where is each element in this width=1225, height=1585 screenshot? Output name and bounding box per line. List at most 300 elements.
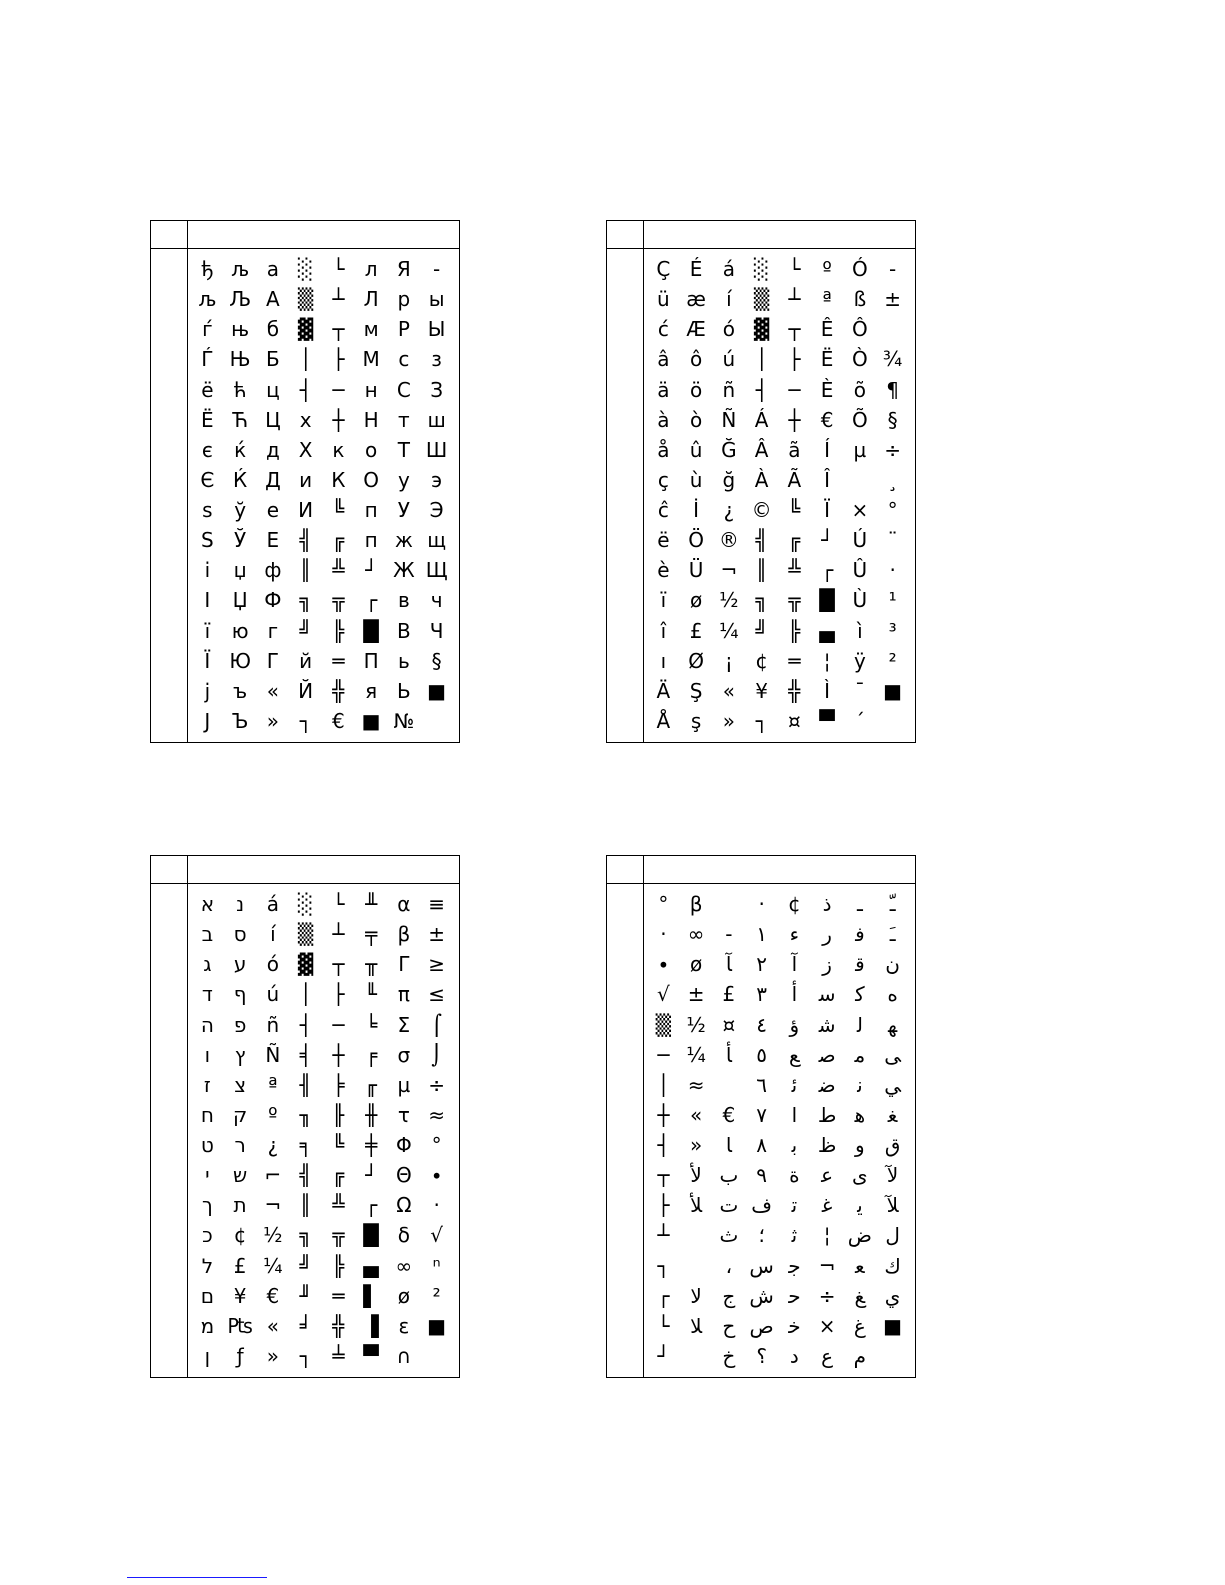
char-cell: Ω	[396, 1193, 412, 1218]
char-cell: Ь	[397, 678, 411, 703]
char-cell: ٧	[756, 1102, 767, 1127]
char-cell: ﺋ	[791, 1072, 798, 1097]
char-cell: Ѕ	[201, 528, 214, 553]
char-cell: ╝	[299, 618, 312, 643]
char-cell: з	[431, 347, 442, 372]
char-cell: ÷	[884, 437, 901, 462]
char-cell: ▒	[297, 287, 314, 312]
char-cell: ε	[398, 1313, 410, 1338]
char-cell: ▓	[297, 952, 314, 977]
char-cell: г	[267, 618, 279, 643]
char-cell: ╠	[332, 618, 345, 643]
char-cell: ן	[204, 1343, 211, 1368]
char-cell: צ	[234, 1072, 247, 1097]
char-cell: ╩	[332, 1193, 345, 1218]
char-cell: β	[397, 922, 411, 947]
char-cell: ﺱ	[749, 1253, 774, 1278]
char-cell: █	[363, 618, 379, 643]
char-cell: Ä	[656, 678, 671, 703]
char-cell: │	[299, 982, 312, 1007]
char-cell: ﺟ	[788, 1253, 801, 1278]
char-cell: ¥	[755, 678, 768, 703]
char-cell: ù	[689, 467, 703, 492]
char-cell: ╜	[299, 1283, 312, 1308]
char-cell: σ	[397, 1042, 411, 1067]
char-cell: ﺵ	[749, 1283, 774, 1308]
char-cell: ѕ	[202, 498, 213, 523]
char-cell: ﺯ	[822, 952, 832, 977]
char-cell: ┐	[657, 1253, 670, 1278]
char-cell	[680, 1341, 713, 1371]
table-row-header-divider	[187, 221, 188, 742]
char-cell: π	[397, 982, 410, 1007]
table-header-row	[607, 221, 915, 249]
char-cell: ץ	[234, 1042, 246, 1067]
char-cell: Ћ	[232, 407, 248, 432]
char-cell: ﺹ	[749, 1313, 774, 1338]
char-cell: └	[788, 257, 801, 282]
bottom-link-underline	[127, 1577, 267, 1578]
char-cell: н	[364, 377, 378, 402]
char-cell: П	[363, 648, 379, 673]
char-cell: ┤	[299, 1012, 312, 1037]
char-cell: ░	[297, 892, 314, 917]
char-cell: ▐	[363, 1313, 379, 1338]
char-cell: ╦	[332, 1223, 345, 1248]
char-cell: ١	[756, 922, 767, 947]
char-cell: ¤	[722, 1012, 736, 1037]
char-cell: ┐	[299, 1343, 312, 1368]
char-cell	[844, 465, 877, 495]
char-cell: ╗	[299, 588, 312, 613]
char-cell: ﺩ	[789, 1343, 799, 1368]
char-cell: ﻛ	[855, 982, 865, 1007]
code-page-table-hebrew	[150, 855, 460, 1378]
char-cell: ▀	[363, 1343, 379, 1368]
char-cell: ћ	[233, 377, 247, 402]
char-cell: ﻟ	[856, 1012, 863, 1037]
char-cell: ﻙ	[884, 1253, 901, 1278]
char-cell: ╔	[788, 528, 801, 553]
char-cell: ﺻ	[818, 1042, 836, 1067]
char-cell: р	[397, 287, 411, 312]
char-cell: ═	[332, 1283, 345, 1308]
char-cell	[876, 314, 909, 344]
char-cell: ∞	[395, 1253, 413, 1278]
char-cell: ה	[200, 1012, 214, 1037]
char-cell: ﻐ	[887, 1102, 898, 1127]
char-cell: ²	[432, 1283, 441, 1308]
char-cell: »	[266, 1343, 279, 1368]
char-cell: ╓	[365, 1072, 378, 1097]
char-cell: ј	[204, 678, 211, 703]
char-cell: у	[397, 467, 410, 492]
char-cell: ¡	[724, 648, 733, 673]
char-cell: ٣	[756, 982, 767, 1007]
char-cell: מ	[200, 1313, 215, 1338]
char-cell: ╩	[332, 558, 345, 583]
char-cell: ▓	[753, 317, 770, 342]
char-cell: Е	[266, 528, 280, 553]
char-cell: √	[657, 982, 670, 1007]
char-cell: е	[266, 498, 280, 523]
char-cell: А	[266, 287, 280, 312]
char-cell: Щ	[425, 558, 448, 583]
char-cell: ▒	[297, 922, 314, 947]
char-cell: М	[362, 347, 380, 372]
char-cell: ъ	[233, 678, 248, 703]
char-cell: ז	[203, 1072, 211, 1097]
char-cell: ¾	[882, 347, 903, 372]
char-cell: ĉ	[657, 498, 669, 523]
char-cell: ـ	[856, 892, 863, 917]
char-cell: ¨	[887, 528, 898, 553]
char-cell: Ќ	[233, 467, 248, 492]
char-cell: Л	[363, 287, 379, 312]
char-cell: א	[200, 892, 215, 917]
char-cell: ﻣ	[854, 1042, 866, 1067]
char-cell: ₧	[227, 1313, 253, 1338]
char-cell: И	[298, 498, 314, 523]
char-cell: ﺥ	[722, 1343, 736, 1368]
char-cell: ½	[719, 588, 739, 613]
char-cell: э	[431, 467, 443, 492]
char-cell: Ş	[689, 678, 703, 703]
char-cell: פ	[233, 1012, 247, 1037]
char-cell: ц	[266, 377, 280, 402]
char-cell: Ó	[852, 257, 868, 282]
char-cell: ﻊ	[789, 1042, 800, 1067]
char-cell: Џ	[232, 588, 248, 613]
char-cell: Ц	[265, 407, 281, 432]
char-cell: ó	[266, 952, 279, 977]
char-cell: ┼	[332, 407, 345, 432]
char-cell: в	[397, 588, 410, 613]
char-cell: ї	[204, 618, 211, 643]
char-cell: Õ	[852, 407, 868, 432]
char-cell: ﻳ	[857, 1193, 863, 1218]
char-cell: ¼	[686, 1042, 706, 1067]
char-cell: ®	[718, 528, 739, 553]
char-cell: ע	[233, 952, 247, 977]
char-cell: Ã	[787, 467, 802, 492]
char-cell: і	[204, 558, 211, 583]
char-cell: ٨	[756, 1133, 767, 1158]
char-cell: Т	[397, 437, 410, 462]
char-cell: ┘	[365, 1163, 378, 1188]
char-cell: Ñ	[265, 1042, 281, 1067]
char-cell: ﺗ	[791, 1193, 798, 1218]
char-cell: ─	[332, 1012, 345, 1037]
char-cell: ·	[660, 922, 667, 947]
char-cell: ş	[690, 708, 702, 733]
char-cell: ¼	[263, 1253, 283, 1278]
char-cell: Ü	[688, 558, 704, 583]
char-cell: ў	[234, 498, 247, 523]
char-cell: ╣	[299, 528, 312, 553]
char-cell: ╚	[788, 498, 801, 523]
char-cell: ח	[200, 1102, 214, 1127]
char-cell: с	[398, 347, 410, 372]
char-cell: љ	[198, 287, 217, 312]
char-cell: ┼	[657, 1102, 670, 1127]
char-cell: â	[657, 347, 670, 372]
char-cell: █	[363, 1223, 379, 1248]
char-cell: £	[233, 1253, 247, 1278]
char-cell: ≤	[428, 982, 445, 1007]
char-cell: ü	[657, 287, 670, 312]
char-cell: ¢	[755, 648, 768, 673]
char-cell: ■	[883, 1313, 903, 1338]
char-cell: İ	[693, 498, 700, 523]
char-cell: б	[266, 317, 280, 342]
char-cell: ם	[200, 1283, 215, 1308]
char-cell: Θ	[396, 1163, 412, 1188]
char-cell: ﻶ	[886, 1193, 899, 1218]
char-cell: ﻏ	[821, 1193, 833, 1218]
char-cell: о	[365, 437, 378, 462]
char-cell: °	[431, 1133, 442, 1158]
char-cell: ﺂ	[725, 952, 732, 977]
char-cell: ﻵ	[886, 1163, 899, 1188]
char-cell: Ш	[425, 437, 448, 462]
char-cell: €	[332, 708, 345, 733]
char-cell: À	[754, 467, 769, 492]
char-cell: ٩	[756, 1163, 767, 1188]
char-cell: ï	[660, 588, 667, 613]
char-cell: ╬	[332, 1313, 345, 1338]
char-cell: »	[722, 708, 735, 733]
char-cell: ç	[657, 467, 669, 492]
char-cell: כ	[202, 1223, 213, 1248]
char-cell: ┴	[332, 287, 345, 312]
char-cell: ║	[755, 558, 768, 583]
char-cell: ﻩ	[887, 982, 898, 1007]
char-cell: ф	[264, 558, 282, 583]
char-cell: ┴	[657, 1223, 670, 1248]
char-cell: »	[266, 708, 279, 733]
char-cell: ﻼ	[690, 1313, 703, 1338]
char-cell: К	[331, 467, 346, 492]
char-cell: ¸	[887, 467, 898, 492]
char-cell: ı	[660, 648, 667, 673]
char-cell: ª	[268, 1072, 278, 1097]
char-cell: ≈	[687, 1072, 705, 1097]
code-page-table-latin	[606, 220, 916, 743]
char-cell: ╟	[332, 1102, 345, 1127]
char-cell: х	[299, 407, 312, 432]
char-cell: ¹	[888, 588, 897, 613]
char-cell: ؟	[756, 1343, 767, 1368]
char-cell: Ñ	[721, 407, 737, 432]
char-cell: ﺄ	[725, 1042, 732, 1067]
char-cell: Å	[656, 708, 671, 733]
char-cell: -	[725, 922, 733, 947]
char-cell: ¬	[264, 1193, 282, 1218]
char-cell: £	[689, 618, 703, 643]
char-cell: ∙	[430, 1163, 443, 1188]
char-cell: ¿	[723, 498, 735, 523]
char-cell: ג	[203, 952, 212, 977]
char-cell: ל	[201, 1253, 214, 1278]
char-cell: ב	[201, 922, 214, 947]
char-cell: ö	[690, 377, 703, 402]
char-cell: י	[205, 1163, 210, 1188]
char-cell: µ	[853, 437, 867, 462]
char-cell: ▒	[655, 1012, 672, 1037]
char-cell: О	[363, 467, 379, 492]
char-cell: ╔	[332, 1163, 345, 1188]
char-cell: ·	[433, 1193, 440, 1218]
char-cell: ô	[690, 347, 703, 372]
char-cell: ש	[233, 1163, 248, 1188]
char-cell: ﻬ	[888, 1012, 898, 1037]
char-cell: ﺍ	[791, 1102, 798, 1127]
char-cell: ─	[332, 377, 345, 402]
char-cell: ┌	[657, 1283, 670, 1308]
char-cell: ═	[332, 648, 345, 673]
char-cell: ÷	[428, 1072, 445, 1097]
char-cell: ђ	[201, 257, 214, 282]
char-cell: ë	[657, 528, 670, 553]
char-cell: ь	[397, 648, 410, 673]
char-cell: ╖	[299, 1102, 312, 1127]
char-cell: µ	[397, 1072, 411, 1097]
character-grid	[647, 889, 909, 1371]
char-cell: и	[299, 467, 313, 492]
char-cell: ¬	[818, 1253, 836, 1278]
char-cell: ﻫ	[854, 1102, 866, 1127]
char-cell: ﻰ	[884, 1042, 901, 1067]
char-cell: ·	[758, 892, 765, 917]
char-cell: я	[365, 678, 378, 703]
char-cell: ─	[657, 1042, 670, 1067]
char-cell: «	[266, 678, 279, 703]
char-cell: ﻁ	[817, 1102, 837, 1127]
char-cell: Γ	[398, 952, 410, 977]
char-cell: ﻻ	[690, 1283, 702, 1308]
char-cell: т	[398, 407, 410, 432]
char-cell: æ	[686, 287, 706, 312]
char-cell: Ж	[393, 558, 415, 583]
char-cell: ╠	[332, 1253, 345, 1278]
char-cell: ┌	[365, 588, 378, 613]
char-cell: º	[822, 257, 832, 282]
char-cell: ò	[690, 407, 703, 432]
char-cell: ╥	[365, 952, 378, 977]
char-cell: Ì	[824, 678, 831, 703]
char-cell: Њ	[229, 347, 251, 372]
char-cell: ┘	[365, 558, 378, 583]
char-cell: ×	[818, 1313, 836, 1338]
char-cell: ├	[332, 347, 345, 372]
char-cell: Ѓ	[201, 347, 214, 372]
char-cell: Û	[852, 558, 868, 583]
char-cell: Б	[266, 347, 280, 372]
char-cell: ﻯ	[852, 1163, 868, 1188]
char-cell: ٥	[756, 1042, 767, 1067]
char-cell: Г	[266, 648, 279, 673]
char-cell: ﻓ	[855, 922, 865, 947]
char-cell	[680, 1220, 713, 1250]
char-cell: ß	[853, 287, 867, 312]
char-cell: ﺕ	[719, 1193, 739, 1218]
char-cell: Д	[265, 467, 281, 492]
char-cell: -	[889, 257, 897, 282]
char-cell: Í	[824, 437, 831, 462]
char-cell: ﺝ	[722, 1283, 736, 1308]
character-grid	[191, 889, 453, 1371]
char-cell: ╬	[788, 678, 801, 703]
char-cell	[680, 1251, 713, 1281]
char-cell: ¢	[788, 892, 801, 917]
char-cell: ─	[788, 377, 801, 402]
char-cell: ½	[263, 1223, 283, 1248]
char-cell: С	[396, 377, 411, 402]
char-cell: ć	[657, 317, 669, 342]
char-cell: ﺃ	[791, 982, 798, 1007]
char-cell: ш	[427, 407, 446, 432]
char-cell: ¼	[719, 618, 739, 643]
char-cell: ÷	[818, 1283, 836, 1308]
char-cell: Р	[397, 317, 410, 342]
char-cell: ´	[854, 708, 865, 733]
char-cell: ﻍ	[853, 1313, 866, 1338]
char-cell: ¢	[233, 1223, 247, 1248]
char-cell: ﺀ	[789, 922, 800, 947]
char-cell: ╠	[788, 618, 801, 643]
char-cell: ┤	[299, 377, 312, 402]
char-cell: ¶	[886, 377, 899, 402]
char-cell: ⌐	[264, 1163, 282, 1188]
char-cell: │	[299, 347, 312, 372]
char-cell: å	[657, 437, 670, 462]
char-cell: ▌	[363, 1283, 379, 1308]
char-cell: Ù	[852, 588, 868, 613]
char-cell: Æ	[686, 317, 706, 342]
char-cell: ╔	[332, 528, 345, 553]
char-cell: ╚	[332, 498, 345, 523]
char-cell: ﻌ	[855, 1253, 865, 1278]
char-cell: ğ	[722, 467, 736, 492]
char-cell: ╬	[332, 678, 345, 703]
char-cell: È	[820, 377, 834, 402]
table-header-row	[151, 856, 459, 884]
char-cell: ﻗ	[855, 952, 865, 977]
char-cell: Î	[824, 467, 831, 492]
char-cell: ╪	[365, 1133, 378, 1158]
char-cell: ﺙ	[719, 1223, 739, 1248]
char-cell: ﹷ	[889, 922, 896, 947]
char-cell: п	[364, 498, 378, 523]
char-cell: ╒	[365, 1042, 378, 1067]
char-cell: ó	[722, 317, 735, 342]
char-cell: ═	[788, 648, 801, 673]
char-cell	[713, 889, 746, 919]
char-cell: У	[397, 498, 410, 523]
char-cell: ﻎ	[854, 1283, 866, 1308]
char-cell: ø	[690, 588, 703, 613]
char-cell: Э	[429, 498, 444, 523]
char-cell: «	[266, 1313, 279, 1338]
char-cell: ﻡ	[853, 1343, 867, 1368]
char-cell: «	[722, 678, 735, 703]
char-cell: ä	[657, 377, 670, 402]
char-cell: ж	[394, 528, 413, 553]
char-cell	[420, 1341, 453, 1371]
char-cell: Ы	[427, 317, 446, 342]
char-cell: ■	[427, 1313, 447, 1338]
